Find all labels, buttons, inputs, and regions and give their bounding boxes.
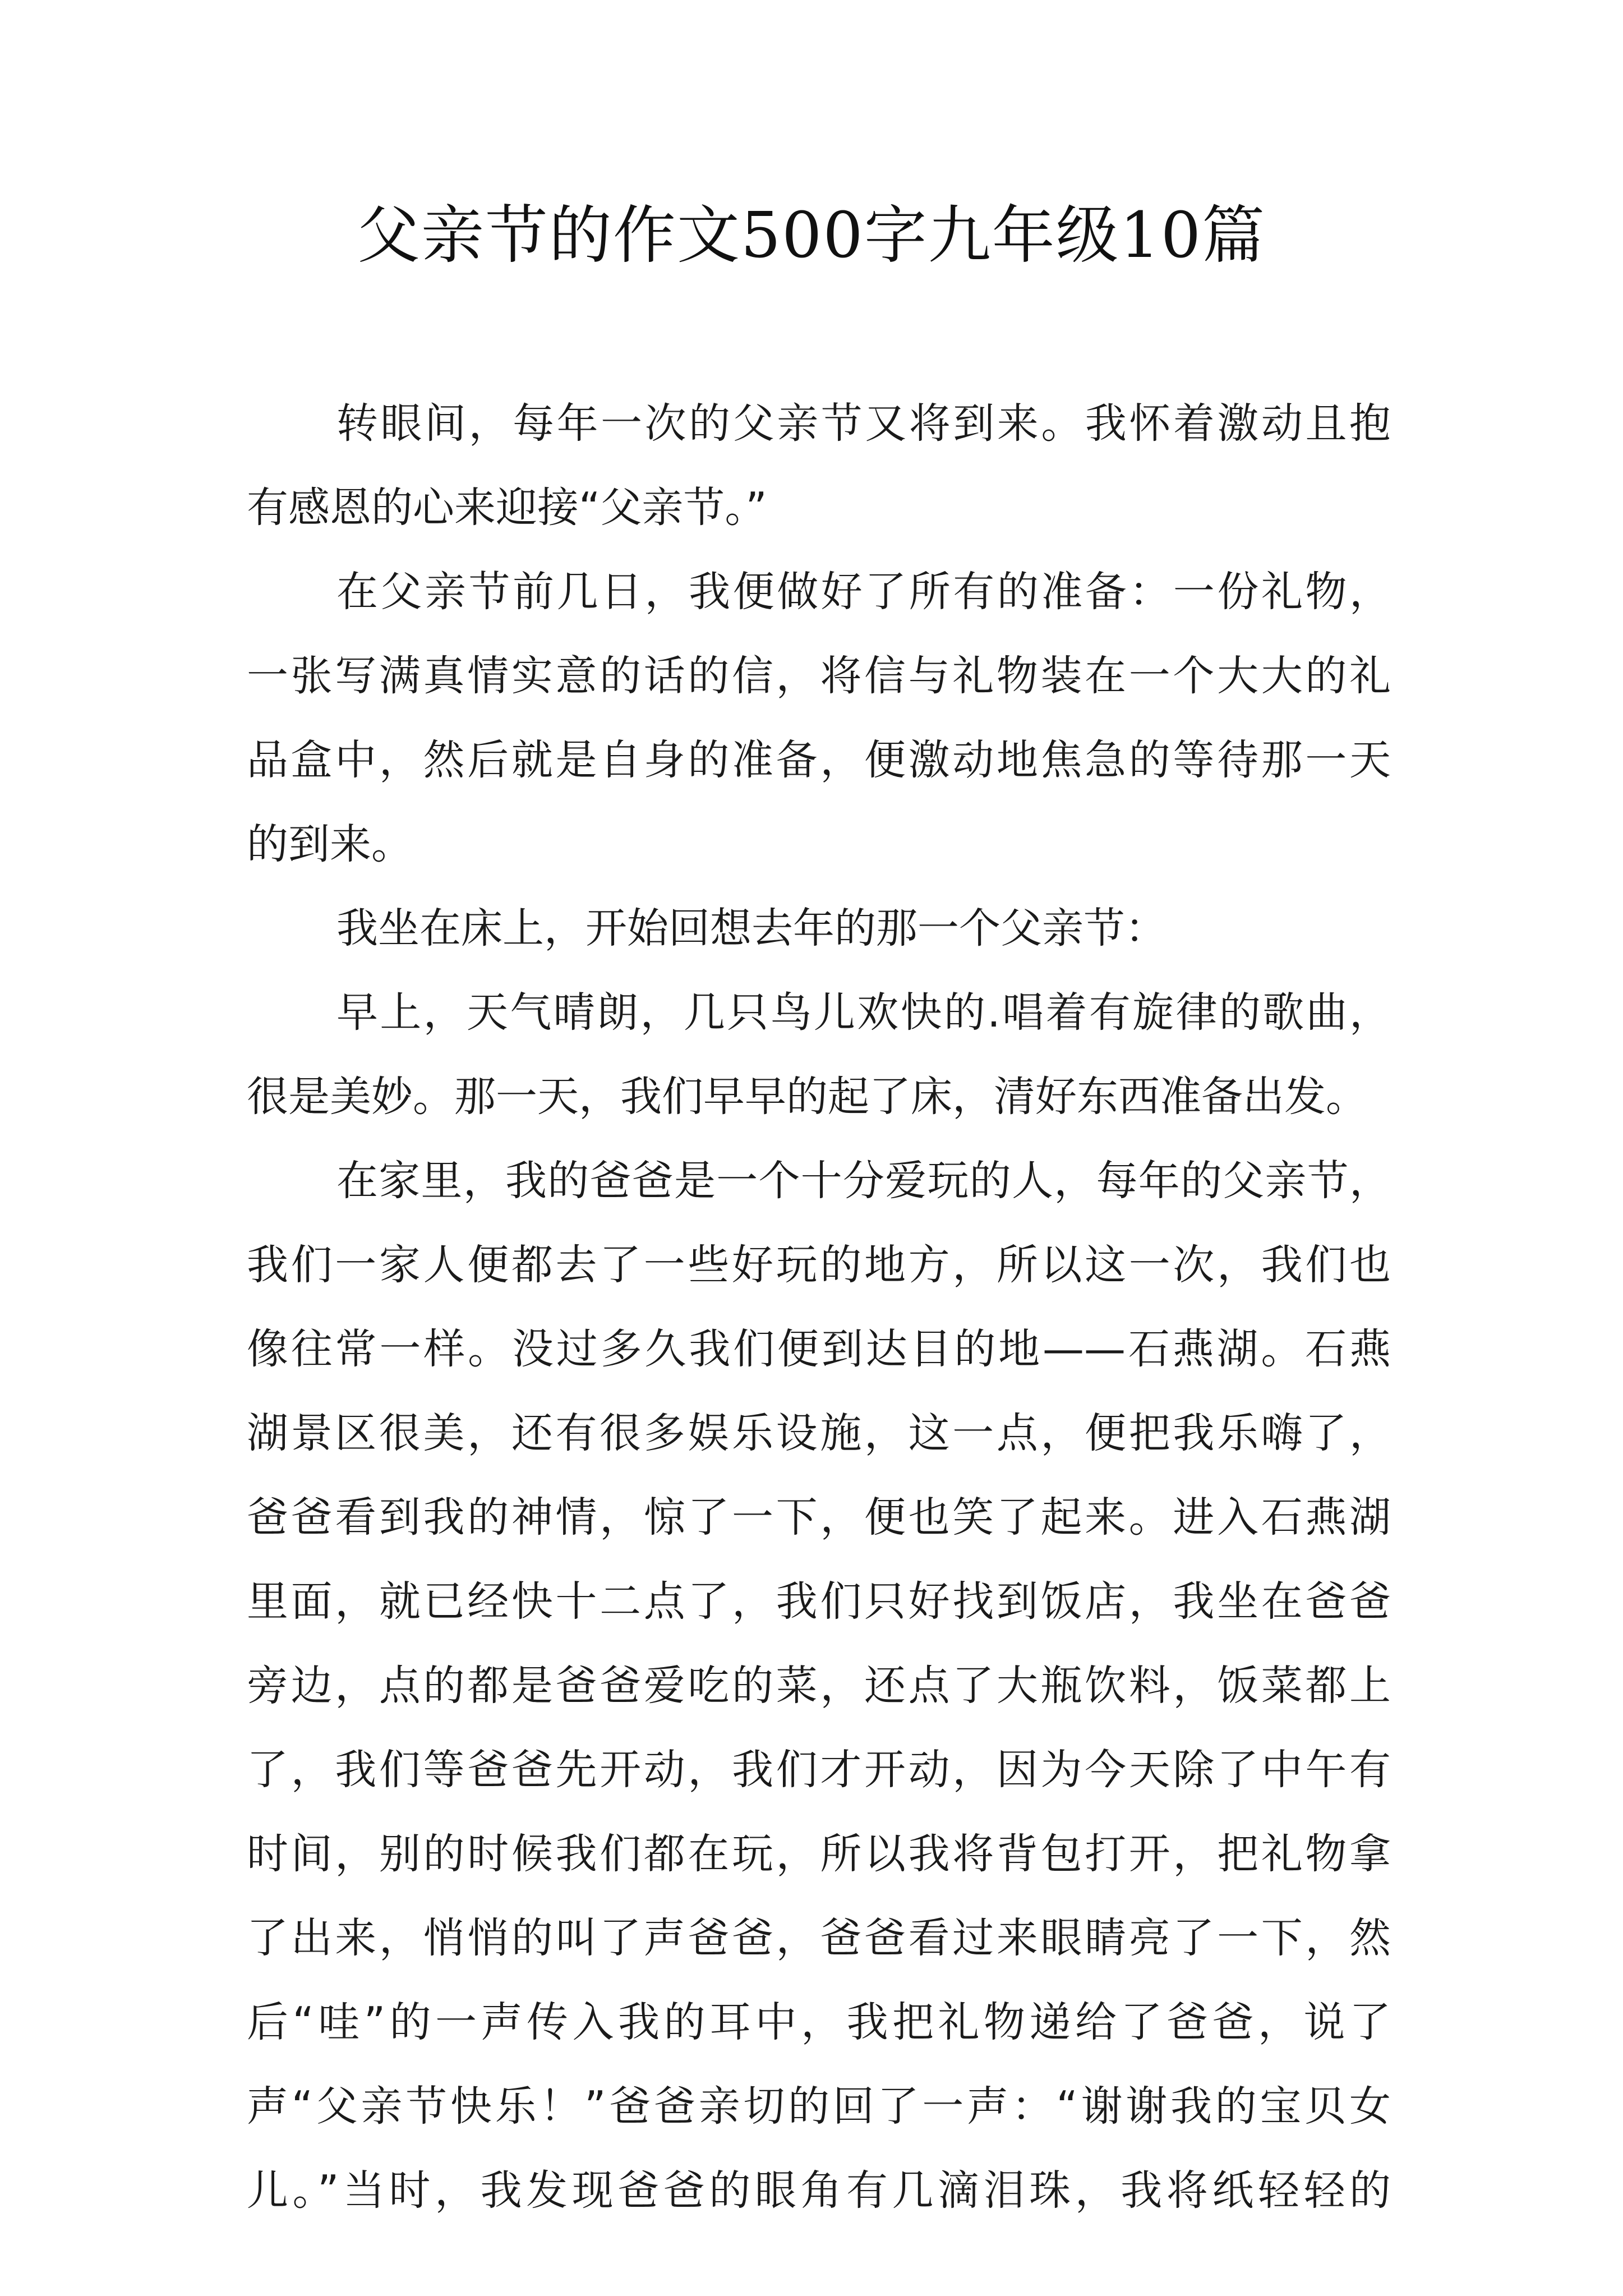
- paragraph-line: 湖景区很美，还有很多娱乐设施，这一点，便把我乐嗨了，: [247, 1409, 1391, 1457]
- paragraph-line: 在家里，我的爸爸是一个十分爱玩的人，每年的父亲节，: [336, 1157, 1391, 1205]
- paragraph-line: 我坐在床上，开始回想去年的那一个父亲节：: [336, 904, 1166, 953]
- paragraph-line: 一张写满真情实意的话的信，将信与礼物装在一个大大的礼: [247, 652, 1391, 700]
- paragraph-line: 时间，别的时候我们都在玩，所以我将背包打开，把礼物拿: [247, 1830, 1391, 1878]
- paragraph-line: 后“哇”的一声传入我的耳中，我把礼物递给了爸爸，说了: [247, 1998, 1391, 2046]
- paragraph-line: 旁边，点的都是爸爸爱吃的菜，还点了大瓶饮料，饭菜都上: [247, 1662, 1391, 1710]
- paragraph-line: 的到来。: [247, 820, 413, 868]
- paragraph-line: 品盒中，然后就是自身的准备，便激动地焦急的等待那一天: [247, 736, 1391, 784]
- paragraph-line: 在父亲节前几日，我便做好了所有的准备：一份礼物，: [336, 568, 1391, 616]
- document-body: [247, 381, 1391, 2233]
- paragraph-line: 儿。”当时，我发现爸爸的眼角有几滴泪珠，我将纸轻轻的: [247, 2166, 1391, 2215]
- paragraph-line: 声“父亲节快乐！”爸爸亲切的回了一声：“谢谢我的宝贝女: [247, 2082, 1391, 2131]
- paragraph-line: 很是美妙。那一天，我们早早的起了床，清好东西准备出发。: [247, 1073, 1367, 1121]
- paragraph-line: 转眼间，每年一次的父亲节又将到来。我怀着激动且抱: [336, 399, 1391, 448]
- paragraph-line: 有感恩的心来迎接“父亲节。”: [247, 484, 767, 532]
- paragraph-line: 爸爸看到我的神情，惊了一下，便也笑了起来。进入石燕湖: [247, 1493, 1391, 1542]
- paragraph-line: 了，我们等爸爸先开动，我们才开动，因为今天除了中午有: [247, 1746, 1391, 1794]
- paragraph-line: 了出来，悄悄的叫了声爸爸，爸爸看过来眼睛亮了一下，然: [247, 1914, 1391, 1962]
- paragraph-line: 像往常一样。没过多久我们便到达目的地——石燕湖。石燕: [247, 1325, 1391, 1373]
- document-title: 父亲节的作文500字九年级10篇: [357, 199, 1266, 272]
- paragraph-line: 早上，天气晴朗，几只鸟儿欢快的.唱着有旋律的歌曲，: [336, 988, 1391, 1037]
- paragraph-line: 我们一家人便都去了一些好玩的地方，所以这一次，我们也: [247, 1241, 1391, 1289]
- paragraph-line: 里面，就已经快十二点了，我们只好找到饭店，我坐在爸爸: [247, 1577, 1391, 1626]
